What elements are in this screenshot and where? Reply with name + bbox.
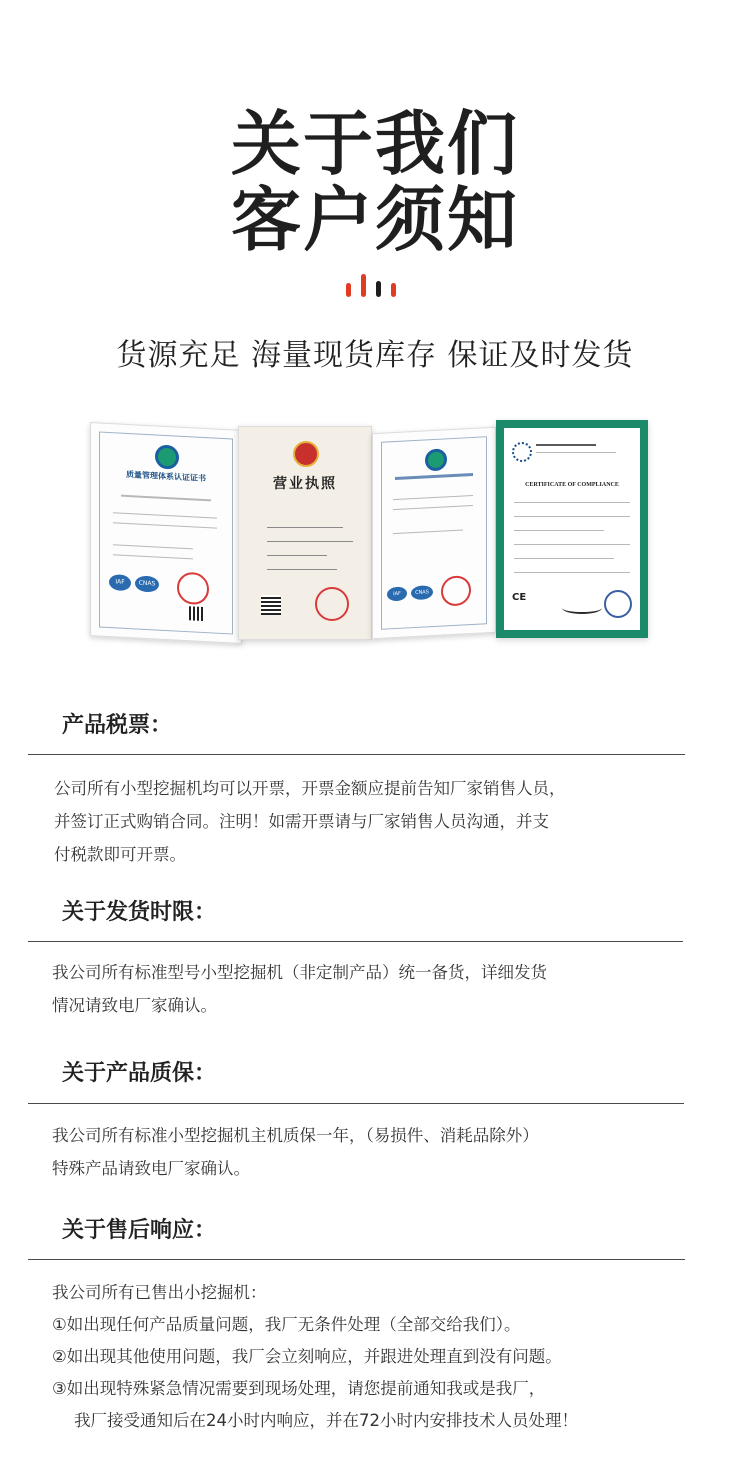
page-title-customer-notice: 客户须知 xyxy=(231,179,519,261)
text-line: 我公司所有标准小型挖掘机主机质保一年，（易损件、消耗品除外） xyxy=(52,1126,539,1145)
text-line: 并签订正式购销合同。注明！如需开票请与厂家销售人员沟通，并支 xyxy=(54,812,549,831)
cnas-logo: CNAS xyxy=(411,585,433,600)
text-line: ②如出现其他使用问题，我厂会立刻响应，并跟进处理直到没有问题。 xyxy=(52,1347,562,1366)
section-divider xyxy=(28,1103,684,1104)
signature-icon xyxy=(562,602,602,614)
section-title-aftersales: 关于售后响应： xyxy=(62,1218,217,1243)
paragraph-aftersales xyxy=(52,1277,578,1437)
compliance-title: CERTIFICATE OF COMPLIANCE xyxy=(525,482,619,488)
certificate-environmental-management xyxy=(372,427,496,639)
certificate-title: 质量管理体系认证证书 xyxy=(126,469,206,484)
seal-stamp-icon xyxy=(604,590,632,618)
text-line: ③如出现特殊紧急情况需要到现场处理，请您提前通知我或是我厂， xyxy=(52,1379,546,1398)
certificate-emblem-icon xyxy=(155,444,179,469)
section-divider xyxy=(28,941,683,942)
certificate-business-license xyxy=(238,426,372,640)
qr-code-icon xyxy=(189,606,203,621)
national-emblem-icon xyxy=(293,441,319,467)
iaf-logo: IAF xyxy=(109,574,131,591)
certificates-strip xyxy=(82,420,650,642)
section-title-invoice: 产品税票： xyxy=(62,713,173,738)
tagline: 货源充足 海量现货库存 保证及时发货 xyxy=(116,338,634,373)
text-line: 特殊产品请致电厂家确认。 xyxy=(52,1159,250,1178)
section-title-shipping: 关于发货时限： xyxy=(62,900,217,925)
paragraph-shipping xyxy=(52,956,547,1022)
cnas-logo: CNAS xyxy=(135,575,159,592)
certificate-of-compliance xyxy=(496,420,648,638)
text-line: ①如出现任何产品质量问题，我厂无条件处理（全部交给我们）。 xyxy=(52,1315,521,1334)
certificate-quality-management xyxy=(90,422,242,644)
paragraph-warranty xyxy=(52,1119,539,1185)
license-title: 营业执照 xyxy=(273,476,337,492)
accent-bars-icon xyxy=(344,274,408,298)
section-title-warranty: 关于产品质保： xyxy=(62,1061,217,1086)
section-divider xyxy=(28,754,685,755)
qr-code-icon xyxy=(261,595,281,615)
seal-stamp-icon xyxy=(177,572,209,606)
iaf-logo: IAF xyxy=(387,586,407,601)
text-line: 我公司所有已售出小挖掘机： xyxy=(52,1283,267,1302)
text-line: 付税款即可开票。 xyxy=(54,845,186,864)
text-line: 情况请致电厂家确认。 xyxy=(52,996,217,1015)
section-divider xyxy=(28,1259,685,1260)
text-line: 我公司所有标准型号小型挖掘机（非定制产品）统一备货，详细发货 xyxy=(52,963,547,982)
eu-stars-icon xyxy=(512,442,532,462)
text-line: 公司所有小型挖掘机均可以开票，开票金额应提前告知厂家销售人员， xyxy=(54,779,566,798)
paragraph-invoice xyxy=(54,772,566,871)
ce-mark: CE xyxy=(512,592,527,603)
seal-stamp-icon xyxy=(315,587,349,621)
page-title-about-us: 关于我们 xyxy=(231,103,519,185)
text-line: 我厂接受通知后在24小时内响应，并在72小时内安排技术人员处理！ xyxy=(74,1411,578,1430)
